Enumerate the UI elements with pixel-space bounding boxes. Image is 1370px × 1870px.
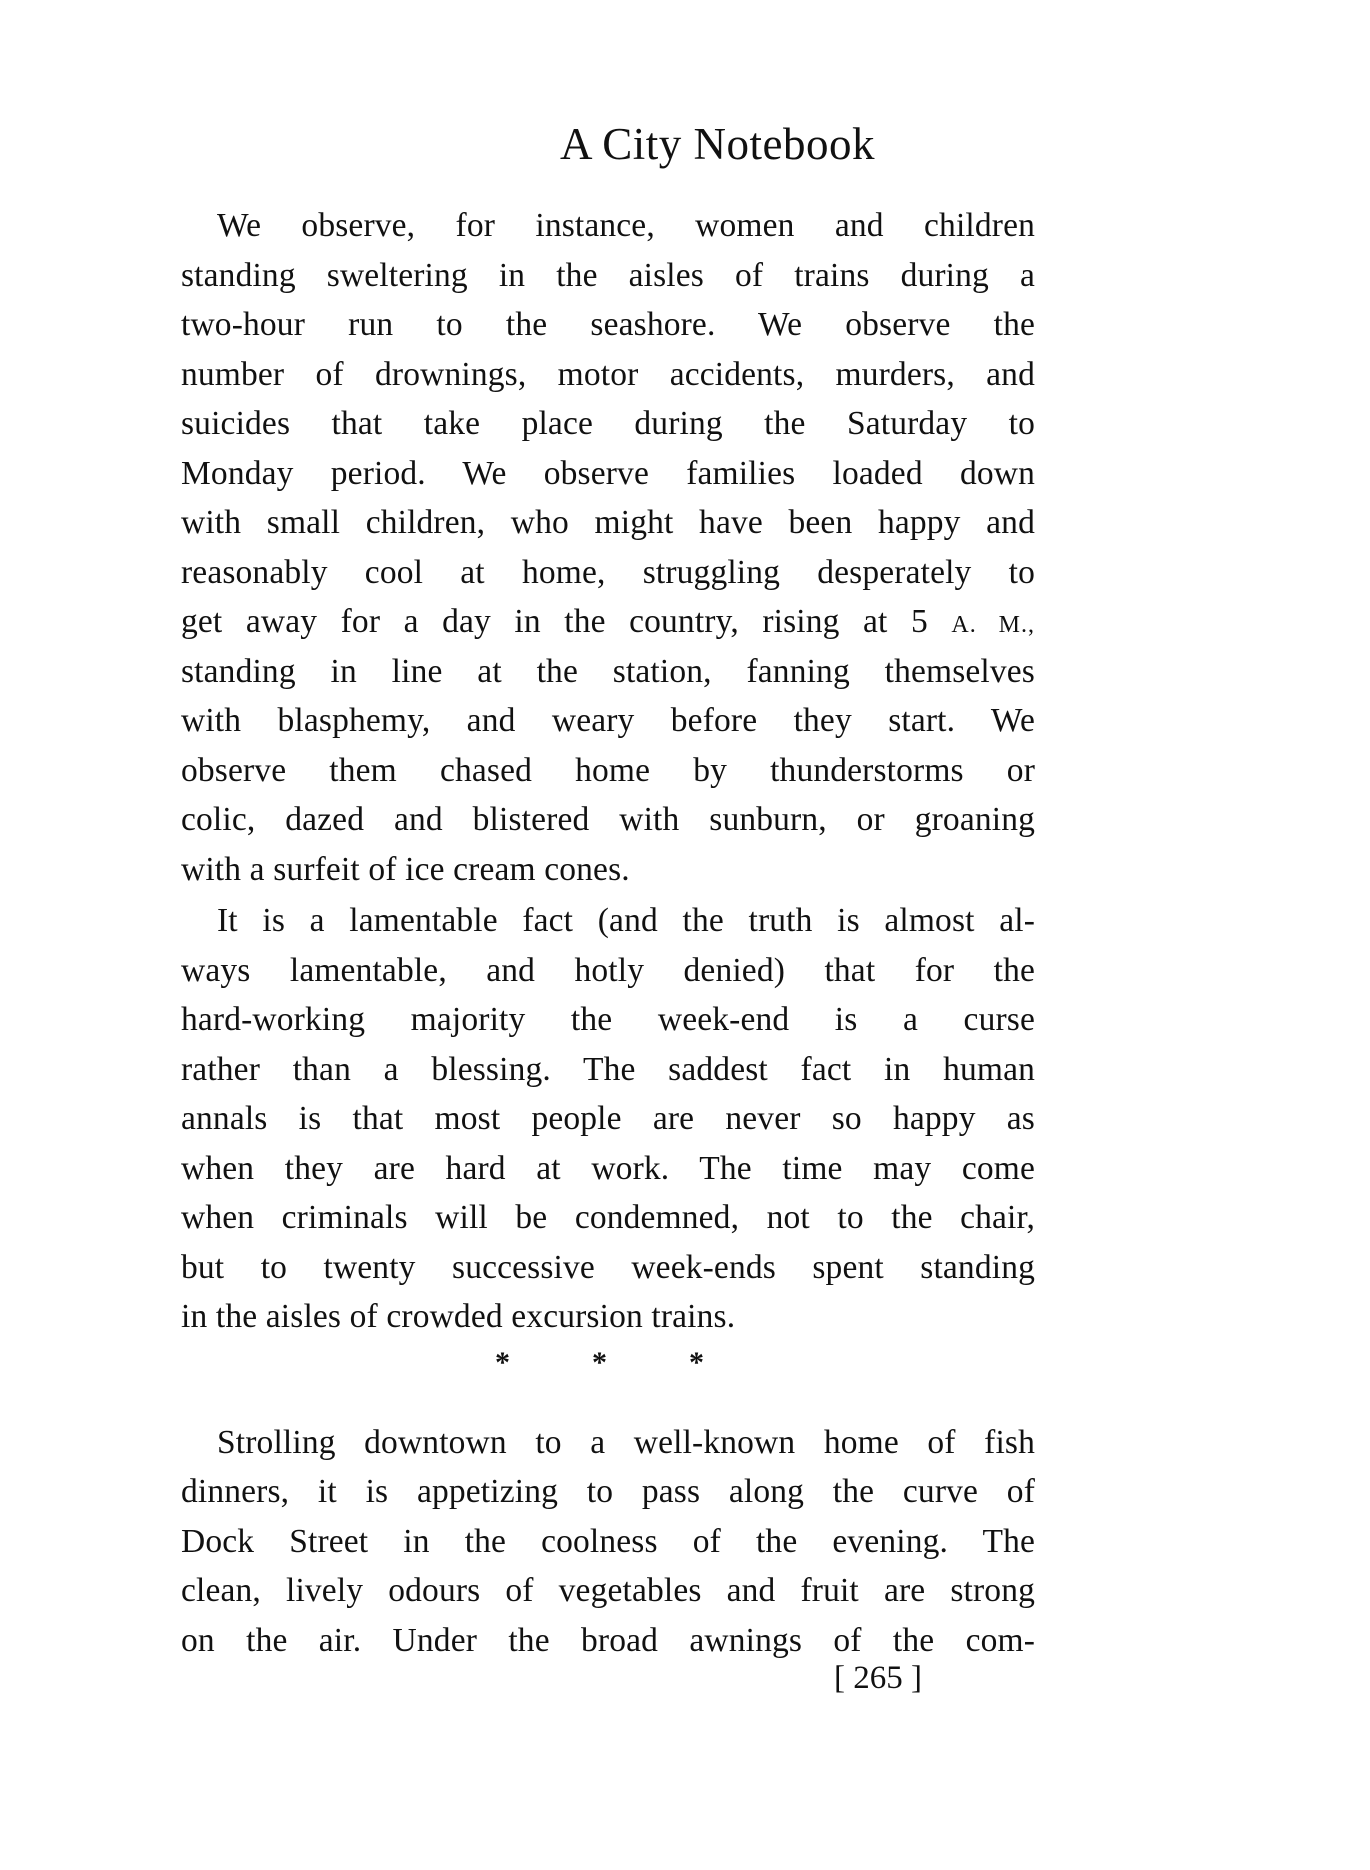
page-number: [ 265 ]	[834, 1660, 922, 1696]
text-line: with small children, who might have been happy and	[181, 504, 1035, 541]
paragraph	[181, 1418, 1035, 1666]
text-line: rather than a blessing. The saddest fact in human	[181, 1050, 1035, 1088]
text-line: clean, lively odours of vegetables and fruit are strong	[181, 1572, 1035, 1609]
text-line: annals is that most people are never so happy as	[181, 1100, 1035, 1137]
text-line: colic, dazed and blistered with sunburn, or groaning	[181, 801, 1035, 838]
text-line: in the aisles of crowded excursion trains.	[181, 1298, 736, 1335]
text-line: suicides that take place during the Saturday to	[181, 405, 1035, 442]
text-line: Strolling downtown to a well-known home of fish	[217, 1423, 1035, 1461]
text-line: dinners, it is appetizing to pass along the curve of	[181, 1473, 1035, 1510]
text-line: two-hour run to the seashore. We observe the	[181, 306, 1035, 343]
text-line: Monday period. We observe families loaded down	[181, 454, 1035, 492]
separator-asterisk: *	[689, 1345, 704, 1379]
running-head: A City Notebook	[560, 119, 876, 169]
text-line: We observe, for instance, women and children	[217, 207, 1035, 244]
text-line: when criminals will be condemned, not to the chair,	[181, 1199, 1035, 1236]
text-line: number of drownings, motor accidents, murders, and	[181, 355, 1035, 393]
text-line: It is a lamentable fact (and the truth is almost al-	[217, 902, 1035, 939]
paragraph	[181, 201, 1035, 894]
text-line: but to twenty successive week-ends spent standing	[181, 1248, 1035, 1286]
text-line: Dock Street in the coolness of the evening. The	[181, 1522, 1035, 1560]
text-line: ways lamentable, and hotly denied) that for the	[181, 951, 1035, 989]
section-separator	[181, 1342, 1035, 1418]
separator-asterisk: *	[592, 1345, 607, 1379]
text-line: reasonably cool at home, struggling desperately to	[181, 553, 1035, 591]
text-line: standing in line at the station, fanning themselves	[181, 652, 1035, 690]
text-line: when they are hard at work. The time may come	[181, 1149, 1035, 1187]
text-line	[181, 597, 1035, 647]
text-line-main: get away for a day in the country, rising at 5	[181, 603, 928, 640]
text-line: standing sweltering in the aisles of trains during a	[181, 256, 1035, 294]
text-line: with a surfeit of ice cream cones.	[181, 850, 630, 888]
text-line: hard-working majority the week-end is a curse	[181, 1001, 1035, 1038]
paragraph	[181, 896, 1035, 1342]
text-line: observe them chased home by thunderstorms or	[181, 751, 1035, 789]
text-line: on the air. Under the broad awnings of the com-	[181, 1621, 1035, 1659]
body-text	[181, 201, 1035, 1665]
text-line: with blasphemy, and weary before they start. We	[181, 702, 1035, 739]
time-abbreviation: A. M.,	[951, 612, 1035, 638]
separator-asterisk: *	[495, 1345, 510, 1379]
